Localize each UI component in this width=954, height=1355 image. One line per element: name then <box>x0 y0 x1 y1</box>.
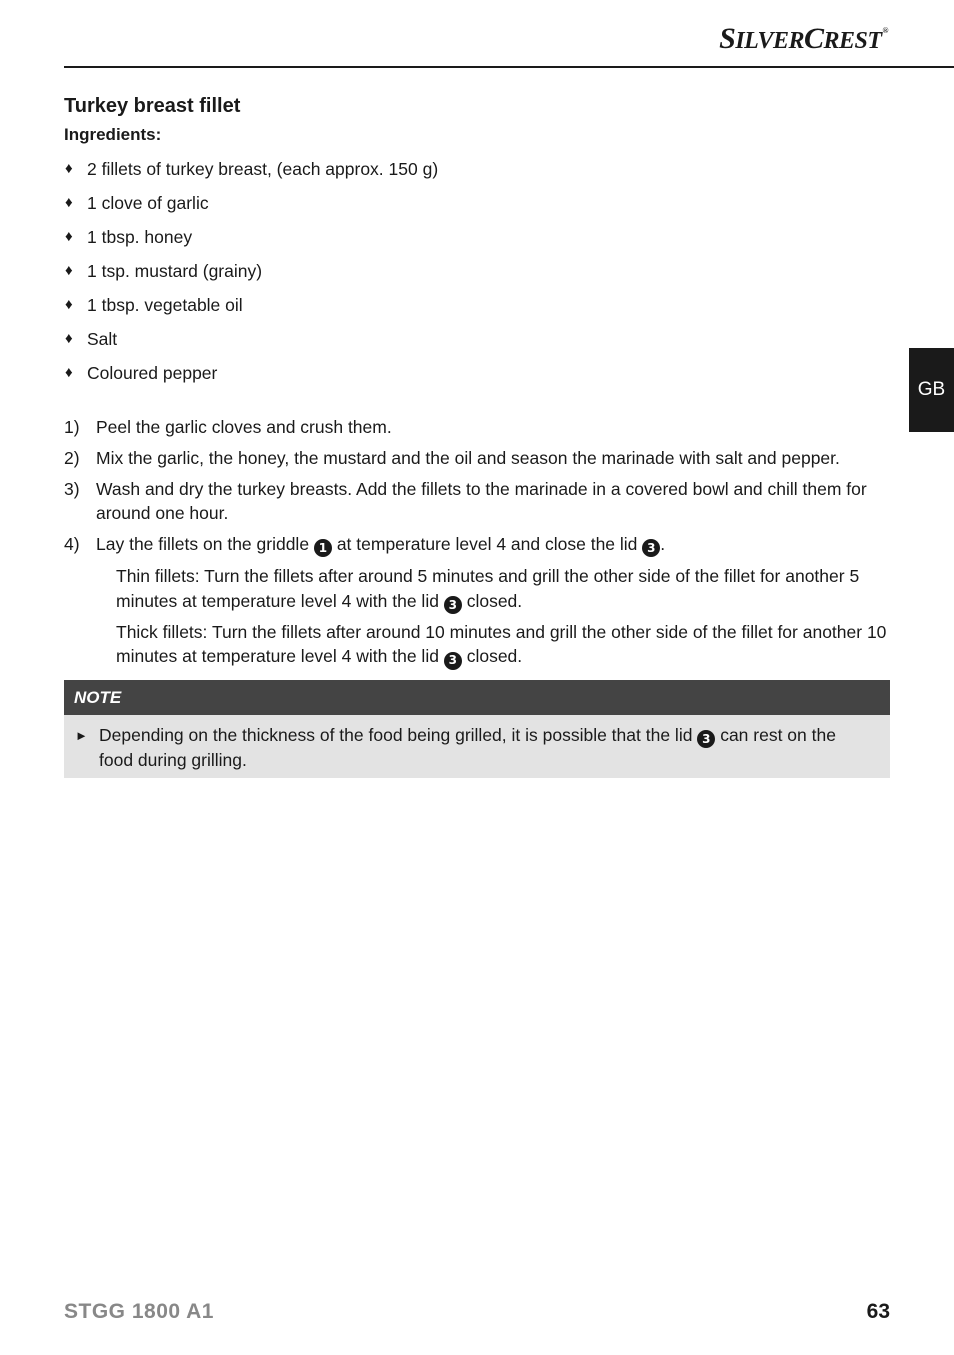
lid-part-number-badge: 3 <box>444 652 462 670</box>
model-number: STGG 1800 A1 <box>64 1300 214 1323</box>
ingredient-item: ♦ Coloured pepper <box>65 363 218 383</box>
ingredient-item: ♦ 1 tbsp. honey <box>65 227 193 247</box>
page-content <box>64 92 890 778</box>
note-box <box>64 680 890 778</box>
step-list <box>64 415 890 557</box>
diamond-bullet-icon: ♦ <box>65 194 73 211</box>
step-item: 3) Wash and dry the turkey breasts. Add the fillets to the marinade in a covered bowl and chill them for around one hour. <box>64 479 867 523</box>
lid-part-number-badge: 3 <box>642 539 660 557</box>
diamond-bullet-icon: ♦ <box>65 262 73 279</box>
ingredients-heading: Ingredients: <box>64 125 162 144</box>
lid-part-number-badge: 3 <box>444 596 462 614</box>
note-body: ► Depending on the thickness of the food being grilled, it is possible that the lid 3 can rest on the food during grilling. <box>64 715 890 778</box>
thick-fillets-paragraph: Thick fillets: Turn the fillets after around 10 minutes and grill the other side of the fillet for another 10 minutes at temperature level 4 with the lid 3 closed. <box>116 620 890 670</box>
step-item: 2) Mix the garlic, the honey, the mustard and the oil and season the marinade with salt and pepper. <box>64 448 840 468</box>
step-item: 4) Lay the fillets on the griddle 1 at temperature level 4 and close the lid 3 . <box>64 534 666 555</box>
note-heading: NOTE <box>64 680 890 715</box>
silvercrest-logo: SILVERCREST® <box>719 22 888 55</box>
diamond-bullet-icon: ♦ <box>65 330 73 347</box>
diamond-bullet-icon: ♦ <box>65 364 73 381</box>
page-number: 63 <box>866 1300 890 1323</box>
ingredient-item: ♦ 1 tsp. mustard (grainy) <box>65 261 263 281</box>
language-tab: GB <box>909 348 954 432</box>
diamond-bullet-icon: ♦ <box>65 228 73 245</box>
ingredient-item: ♦ Salt <box>65 329 118 349</box>
arrow-bullet-icon: ► <box>75 727 88 743</box>
recipe-title: Turkey breast fillet <box>64 95 241 117</box>
lid-part-number-badge: 3 <box>697 730 715 748</box>
ingredient-item: ♦ 1 clove of garlic <box>65 193 209 213</box>
thin-fillets-paragraph: Thin fillets: Turn the fillets after around 5 minutes and grill the other side of the fillet for another 5 minutes at temperature level 4 with the lid 3 closed. <box>116 564 890 614</box>
diamond-bullet-icon: ♦ <box>65 296 73 313</box>
ingredient-item: ♦ 2 fillets of turkey breast, (each approx. 150 g) <box>65 159 439 179</box>
diamond-bullet-icon: ♦ <box>65 160 73 177</box>
header-rule <box>64 66 954 68</box>
ingredient-list <box>64 157 890 395</box>
ingredient-item: ♦ 1 tbsp. vegetable oil <box>65 295 243 315</box>
step-item: 1) Peel the garlic cloves and crush them. <box>64 417 392 437</box>
griddle-part-number-badge: 1 <box>314 539 332 557</box>
